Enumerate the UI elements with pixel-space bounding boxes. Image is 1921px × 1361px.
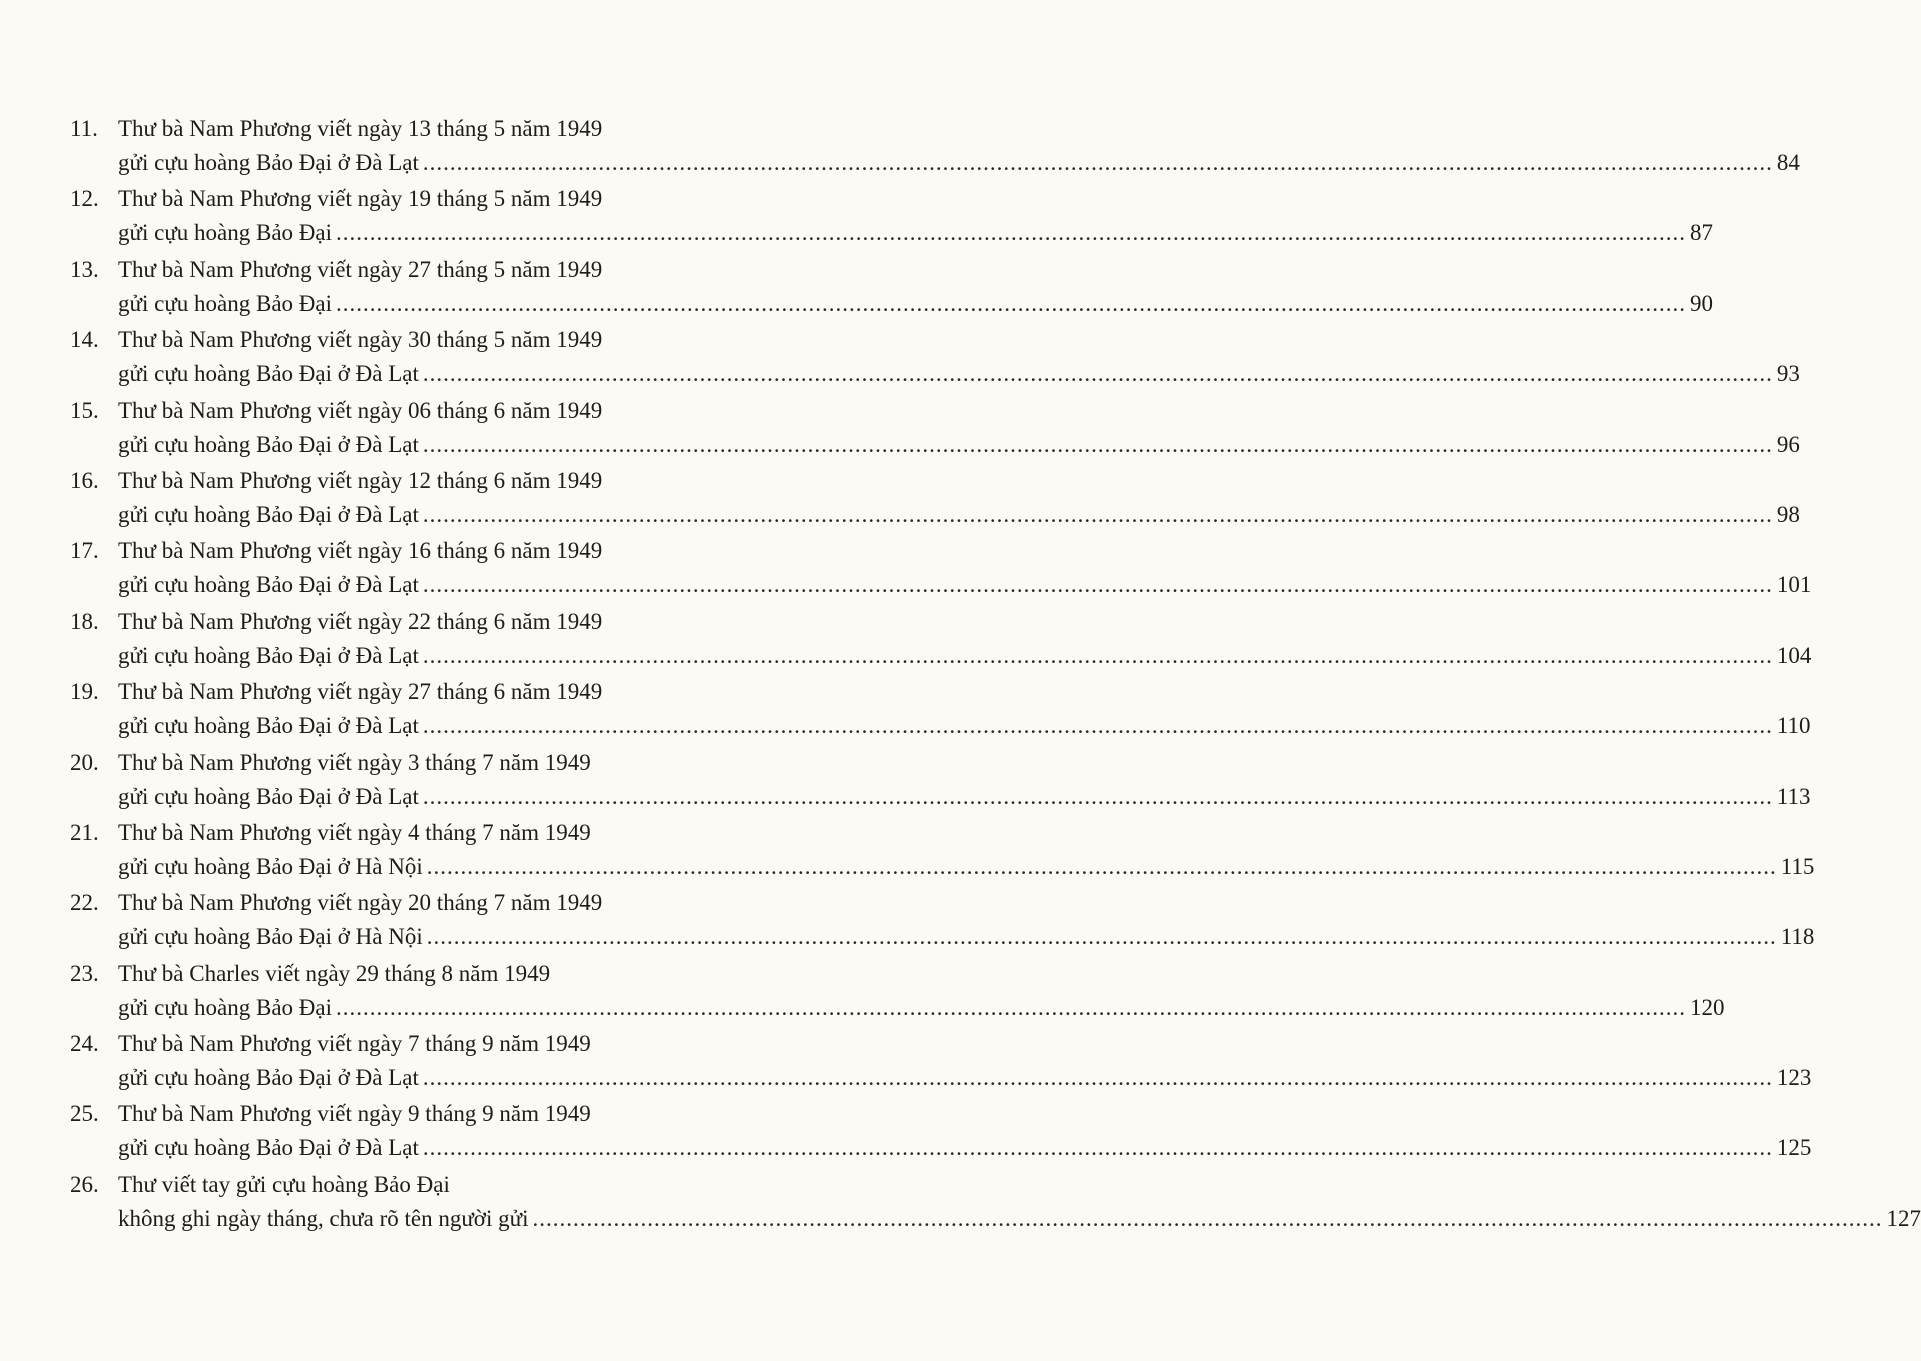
entry-second-line: [118, 568, 1812, 602]
toc-entry: [70, 1027, 1812, 1097]
dot-leader: ........................................................................................................................................................................................................: [532, 1205, 1883, 1231]
entry-recipient: gửi cựu hoàng Bảo Đại ở Đà Lạt: [118, 150, 419, 175]
entry-title: Thư bà Charles viết ngày 29 tháng 8 năm 1949: [118, 960, 551, 986]
toc-entry: [70, 675, 1811, 745]
entry-page-number: 127: [1886, 1205, 1921, 1231]
entry-title: Thư bà Nam Phương viết ngày 12 tháng 6 năm 1949: [118, 467, 603, 493]
entry-number: 16.: [70, 467, 99, 493]
entry-second-line: [118, 920, 1815, 954]
entry-number: 20.: [70, 749, 99, 775]
entry-title: Thư bà Nam Phương viết ngày 19 tháng 5 năm 1949: [118, 186, 603, 212]
entry-page-number: 101: [1776, 572, 1812, 598]
entry-number: 18.: [70, 608, 99, 634]
entry-title: Thư bà Nam Phương viết ngày 7 tháng 9 năm 1949: [118, 1031, 591, 1057]
dot-leader: ........................................................................................................................................................................................................: [422, 1135, 1773, 1161]
entry-recipient: gửi cựu hoàng Bảo Đại ở Đà Lạt: [118, 572, 419, 598]
entry-title: Thư bà Nam Phương viết ngày 20 tháng 7 năm 1949: [118, 890, 603, 916]
table-of-contents: [70, 112, 1921, 1238]
entry-recipient: gửi cựu hoàng Bảo Đại ở Đà Lạt: [118, 1135, 419, 1161]
entry-number: 12.: [70, 186, 99, 212]
dot-leader: ........................................................................................................................................................................................................: [422, 783, 1773, 809]
entry-page-number: 125: [1776, 1135, 1812, 1161]
entry-recipient: gửi cựu hoàng Bảo Đại: [118, 994, 332, 1020]
entry-number: 21.: [70, 819, 99, 845]
toc-entry: [70, 957, 1725, 1027]
toc-entry: [70, 112, 1800, 182]
entry-page-number: 104: [1776, 642, 1812, 668]
toc-entry: [70, 816, 1815, 886]
dot-leader: ........................................................................................................................................................................................................: [422, 642, 1773, 668]
entry-second-line: [118, 287, 1713, 321]
entry-title: Thư bà Nam Phương viết ngày 27 tháng 5 năm 1949: [118, 256, 603, 282]
entry-second-line: [118, 498, 1800, 532]
dot-leader: ........................................................................................................................................................................................................: [422, 572, 1773, 598]
entry-second-line: [118, 780, 1811, 814]
entry-second-line: [118, 146, 1800, 180]
dot-leader: ........................................................................................................................................................................................................: [422, 431, 1773, 457]
entry-recipient: gửi cựu hoàng Bảo Đại ở Đà Lạt: [118, 642, 419, 668]
entry-second-line: [118, 357, 1800, 391]
entry-page-number: 115: [1780, 853, 1815, 879]
entry-number: 15.: [70, 397, 99, 423]
entry-recipient: gửi cựu hoàng Bảo Đại ở Đà Lạt: [118, 783, 419, 809]
entry-title: Thư bà Nam Phương viết ngày 3 tháng 7 năm 1949: [118, 749, 591, 775]
entry-recipient: không ghi ngày tháng, chưa rõ tên người gửi: [118, 1205, 529, 1231]
entry-second-line: [118, 428, 1800, 462]
toc-entry: [70, 1097, 1812, 1167]
dot-leader: ........................................................................................................................................................................................................: [426, 924, 1777, 950]
entry-page-number: 98: [1776, 501, 1800, 527]
dot-leader: ........................................................................................................................................................................................................: [422, 150, 1773, 175]
entry-number: 23.: [70, 960, 99, 986]
dot-leader: ........................................................................................................................................................................................................: [336, 290, 1686, 316]
dot-leader: ........................................................................................................................................................................................................: [426, 853, 1777, 879]
entry-page-number: 93: [1776, 361, 1800, 387]
entry-recipient: gửi cựu hoàng Bảo Đại: [118, 290, 332, 316]
entry-second-line: [118, 1131, 1812, 1165]
entry-number: 19.: [70, 679, 99, 705]
toc-entry: [70, 534, 1812, 604]
entry-second-line: [118, 709, 1811, 743]
entry-page-number: 118: [1780, 924, 1815, 950]
toc-entry: [70, 746, 1811, 816]
entry-title: Thư bà Nam Phương viết ngày 4 tháng 7 năm 1949: [118, 819, 591, 845]
entry-number: 14.: [70, 327, 99, 353]
entry-title: Thư viết tay gửi cựu hoàng Bảo Đại: [118, 1171, 450, 1197]
entry-page-number: 84: [1776, 150, 1800, 175]
dot-leader: ........................................................................................................................................................................................................: [336, 220, 1686, 246]
entry-page-number: 96: [1776, 431, 1800, 457]
entry-second-line: [118, 1202, 1921, 1236]
entry-title: Thư bà Nam Phương viết ngày 9 tháng 9 năm 1949: [118, 1101, 591, 1127]
entry-page-number: 87: [1690, 220, 1713, 246]
entry-title: Thư bà Nam Phương viết ngày 22 tháng 6 năm 1949: [118, 608, 603, 634]
entry-recipient: gửi cựu hoàng Bảo Đại ở Hà Nội: [118, 924, 423, 950]
entry-recipient: gửi cựu hoàng Bảo Đại: [118, 220, 332, 246]
dot-leader: ........................................................................................................................................................................................................: [422, 713, 1773, 739]
entry-title: Thư bà Nam Phương viết ngày 30 tháng 5 năm 1949: [118, 327, 603, 353]
entry-page-number: 123: [1776, 1065, 1812, 1091]
entry-second-line: [118, 639, 1812, 673]
entry-recipient: gửi cựu hoàng Bảo Đại ở Đà Lạt: [118, 1065, 419, 1091]
entry-recipient: gửi cựu hoàng Bảo Đại ở Đà Lạt: [118, 501, 419, 527]
dot-leader: ........................................................................................................................................................................................................: [336, 994, 1686, 1020]
dot-leader: ........................................................................................................................................................................................................: [422, 501, 1773, 527]
entry-number: 26.: [70, 1171, 99, 1197]
entry-number: 13.: [70, 256, 99, 282]
toc-entry: [70, 464, 1800, 534]
entry-recipient: gửi cựu hoàng Bảo Đại ở Đà Lạt: [118, 431, 419, 457]
dot-leader: ........................................................................................................................................................................................................: [422, 1065, 1773, 1091]
entry-second-line: [118, 216, 1713, 250]
entry-page-number: 120: [1690, 994, 1725, 1020]
toc-entry: [70, 182, 1713, 252]
toc-entry: [70, 1168, 1921, 1238]
toc-entry: [70, 394, 1800, 464]
entry-recipient: gửi cựu hoàng Bảo Đại ở Đà Lạt: [118, 361, 419, 387]
entry-second-line: [118, 850, 1815, 884]
toc-entry: [70, 253, 1713, 323]
entry-second-line: [118, 991, 1725, 1025]
entry-title: Thư bà Nam Phương viết ngày 13 tháng 5 năm 1949: [118, 116, 603, 141]
entry-page-number: 90: [1690, 290, 1713, 316]
entry-page-number: 110: [1776, 713, 1811, 739]
entry-number: 22.: [70, 890, 99, 916]
toc-entry: [70, 886, 1815, 956]
entry-number: 24.: [70, 1031, 99, 1057]
entry-number: 17.: [70, 538, 99, 564]
toc-entry: [70, 605, 1812, 675]
dot-leader: ........................................................................................................................................................................................................: [422, 361, 1773, 387]
entry-number: 11.: [70, 116, 98, 141]
entry-page-number: 113: [1776, 783, 1811, 809]
entry-title: Thư bà Nam Phương viết ngày 06 tháng 6 năm 1949: [118, 397, 603, 423]
entry-number: 25.: [70, 1101, 99, 1127]
entry-title: Thư bà Nam Phương viết ngày 27 tháng 6 năm 1949: [118, 679, 603, 705]
entry-title: Thư bà Nam Phương viết ngày 16 tháng 6 năm 1949: [118, 538, 603, 564]
toc-entry: [70, 323, 1800, 393]
entry-recipient: gửi cựu hoàng Bảo Đại ở Đà Lạt: [118, 713, 419, 739]
entry-recipient: gửi cựu hoàng Bảo Đại ở Hà Nội: [118, 853, 423, 879]
entry-second-line: [118, 1061, 1812, 1095]
